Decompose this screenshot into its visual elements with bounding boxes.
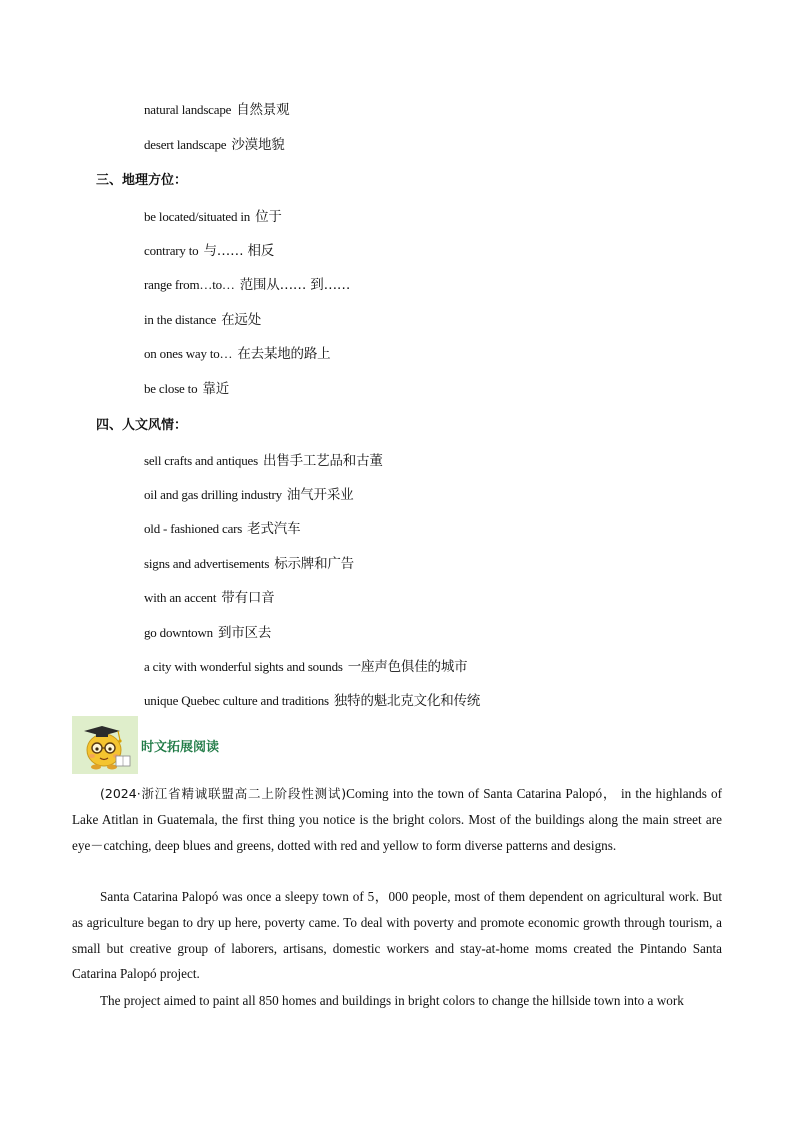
- vocab-item: [144, 555, 354, 573]
- vocab-english: old - fashioned cars: [144, 521, 243, 536]
- vocab-english: sell crafts and antiques: [144, 453, 258, 468]
- vocab-english: be close to: [144, 381, 198, 396]
- vocab-english: contrary to: [144, 243, 199, 258]
- vocab-chinese: 与…… 相反: [203, 243, 275, 259]
- section-heading-geography: 三、地理方位：: [96, 173, 188, 188]
- reading-paragraph-1: [72, 781, 722, 858]
- vocab-english: go downtown: [144, 625, 213, 640]
- vocab-item: [144, 486, 353, 504]
- vocab-chinese: 沙漠地貌: [231, 137, 285, 153]
- vocab-chinese: 油气开采业: [286, 487, 354, 503]
- vocab-item: [144, 452, 383, 470]
- reading-banner: [72, 716, 219, 774]
- vocab-chinese: 在远处: [221, 312, 261, 328]
- vocab-english: unique Quebec culture and traditions: [144, 693, 329, 708]
- vocab-chinese: 靠近: [202, 381, 230, 397]
- vocab-item: [144, 589, 274, 607]
- vocab-english: with an accent: [144, 590, 217, 605]
- vocab-english: a city with wonderful sights and sounds: [144, 659, 343, 674]
- reading-section-title: 时文拓展阅读: [141, 739, 220, 755]
- vocab-chinese: 范围从…… 到……: [239, 277, 351, 293]
- vocab-item: [144, 208, 282, 226]
- vocab-english: natural landscape: [144, 102, 232, 117]
- vocab-chinese: 老式汽车: [247, 521, 301, 537]
- vocab-chinese: 到市区去: [217, 625, 272, 641]
- vocab-item: [144, 311, 261, 329]
- vocab-item: [144, 101, 289, 119]
- vocab-chinese: 独特的魁北克文化和传统: [333, 693, 481, 709]
- vocab-item: [144, 242, 274, 260]
- vocab-chinese: 出售手工艺品和古董: [262, 453, 383, 469]
- vocab-english: be located/situated in: [144, 209, 251, 224]
- vocab-item: [144, 276, 350, 294]
- vocab-item: [144, 692, 480, 710]
- vocab-item: [144, 658, 467, 676]
- vocab-chinese: 标示牌和广告: [274, 556, 354, 572]
- vocab-english: signs and advertisements: [144, 556, 270, 571]
- vocab-english: in the distance: [144, 312, 217, 327]
- vocab-chinese: 在去某地的路上: [237, 346, 331, 362]
- reading-paragraph-1-text: Coming into the town of Santa Catarina Palopó， in the highlands of Lake Atitlan in Guatemala, the first thing you notice is the bright colors. Most of the buildings along the main street are eye－catching, deep blues and greens, dotted with red and yellow to form diverse patterns and designs.: [72, 786, 722, 853]
- reading-paragraph-2: Santa Catarina Palopó was once a sleepy town of 5，000 people, most of them dependent on agricultural work. But as agriculture began to dry up here, poverty came. To deal with poverty and promote economic growth through tourism, a small but creative group of laborers, artisans, domestic workers and stay-at-home moms created the Pintando Santa Catarina Palopó project.: [72, 889, 722, 982]
- vocab-english: range from…to…: [144, 277, 235, 292]
- section-heading-culture: 四、人文风情：: [96, 418, 188, 433]
- vocab-english: oil and gas drilling industry: [144, 487, 282, 502]
- vocab-chinese: 一座声色俱佳的城市: [347, 659, 468, 675]
- mascot-graduate-icon: [72, 716, 138, 774]
- vocab-chinese: 带有口音: [221, 590, 275, 606]
- vocab-chinese: 自然景观: [236, 102, 290, 118]
- reading-source: (2024·浙江省精诚联盟高二上阶段性测试): [100, 786, 347, 801]
- vocab-english: on ones way to…: [144, 346, 233, 361]
- vocab-item: [144, 520, 300, 538]
- vocab-item: [144, 380, 229, 398]
- vocab-chinese: 位于: [255, 209, 282, 225]
- vocab-item: [144, 136, 285, 154]
- vocab-item: [144, 345, 330, 363]
- vocab-english: desert landscape: [144, 137, 227, 152]
- reading-paragraph-3: The project aimed to paint all 850 homes and buildings in bright colors to change the hillside town into a work: [100, 993, 684, 1008]
- vocab-item: [144, 624, 271, 642]
